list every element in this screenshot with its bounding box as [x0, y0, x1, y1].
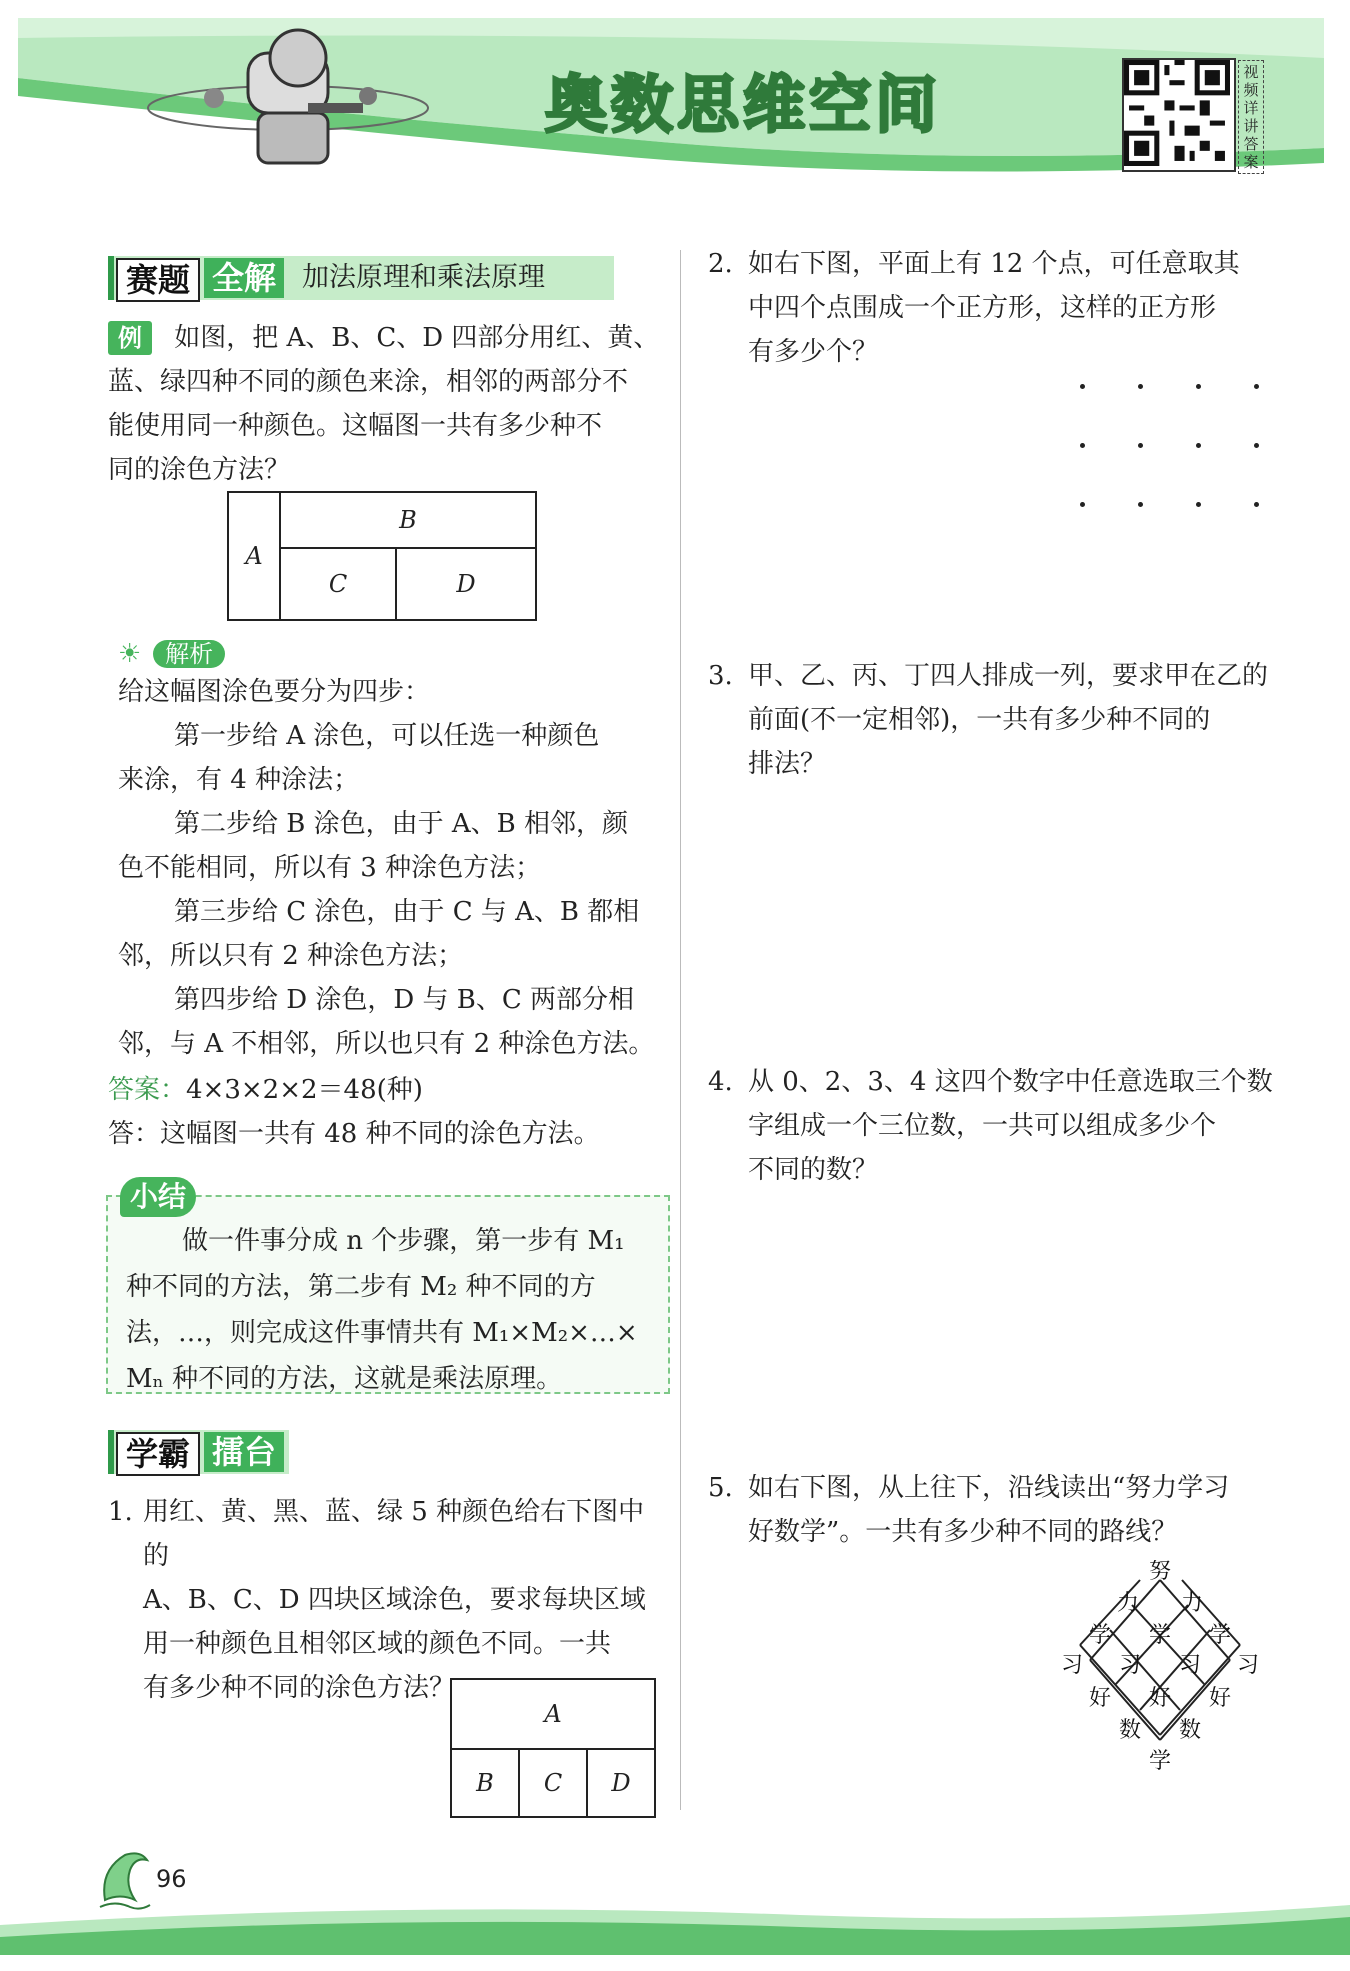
lattice-char: 数: [1178, 1718, 1202, 1743]
section-header-dark: 赛题: [116, 258, 200, 302]
analysis-line: 第三步给 C 涂色，由于 C 与 A、B 都相: [174, 897, 640, 927]
analysis-line: 邻，所以只有 2 种涂色方法；: [118, 941, 464, 971]
question-number: 1.: [108, 1497, 133, 1527]
analysis-line: 来涂，有 4 种涂法；: [118, 765, 360, 795]
grid-dot: [1138, 502, 1143, 507]
section-header-light: 擂台: [204, 1432, 284, 1472]
example-line: 蓝、绿四种不同的颜色来涂，相邻的两部分不: [108, 367, 629, 397]
question-1: [143, 1490, 668, 1710]
summary-text: [126, 1218, 656, 1402]
question-line: 如右下图，从上往下，沿线读出“努力学习: [748, 1473, 1230, 1503]
region-b: B: [450, 1748, 520, 1818]
lattice-char: 力: [1180, 1591, 1204, 1616]
grid-dot: [1138, 443, 1143, 448]
question-line: 从 0、2、3、4 这四个数字中任意选取三个数: [748, 1067, 1273, 1097]
question-line: 中四个点围成一个正方形，这样的正方形: [748, 293, 1217, 323]
analysis-block: [118, 670, 668, 1066]
summary-line: 种不同的方法，第二步有 M₂ 种不同的方: [126, 1272, 596, 1302]
question-line: A、B、C、D 四块区域涂色，要求每块区域: [143, 1585, 646, 1615]
question-number: 2.: [708, 249, 733, 279]
dolphin-icon: [95, 1845, 155, 1915]
grid-dot: [1138, 384, 1143, 389]
analysis-line: 邻，与 A 不相邻，所以也只有 2 种涂色方法。: [118, 1029, 655, 1059]
section-subtitle: 加法原理和乘法原理: [302, 262, 545, 293]
analysis-line: 第一步给 A 涂色，可以任选一种颜色: [174, 721, 600, 751]
analysis-line: 第四步给 D 涂色，D 与 B、C 两部分相: [174, 985, 635, 1015]
question-number: 4.: [708, 1067, 733, 1097]
analysis-line: 色不能相同，所以有 3 种涂色方法；: [118, 853, 542, 883]
grid-dot: [1196, 384, 1201, 389]
region-c: C: [518, 1748, 588, 1818]
grid-dot: [1080, 443, 1085, 448]
lattice-char: 好: [1088, 1686, 1112, 1711]
analysis-header: [118, 637, 225, 671]
summary-tag: 小结: [120, 1177, 196, 1217]
question-line: 好数学”。一共有多少种不同的路线？: [748, 1517, 1178, 1547]
lattice-char: 数: [1118, 1718, 1142, 1743]
example-block: [108, 316, 668, 492]
answer-block: [108, 1068, 668, 1156]
answer-expression: 4×3×2×2＝48(种): [186, 1075, 423, 1105]
question-1-figure: [450, 1678, 656, 1818]
grid-dot: [1254, 384, 1259, 389]
lightbulb-icon: ☀: [118, 639, 142, 669]
region-b: B: [279, 491, 537, 549]
page-title: 奥数思维空间: [545, 68, 942, 141]
question-line: 字组成一个三位数，一共可以组成多少个: [748, 1111, 1217, 1141]
example-line: 如图，把 A、B、C、D 四部分用红、黄、: [174, 323, 660, 353]
qr-label: 视频详讲答案: [1238, 60, 1264, 174]
analysis-line: 给这幅图涂色要分为四步：: [118, 677, 431, 707]
question-line: 用红、黄、黑、蓝、绿 5 种颜色给右下图中的: [143, 1497, 645, 1571]
lattice-char: 学: [1148, 1623, 1172, 1648]
region-c: C: [279, 547, 397, 621]
analysis-line: 第二步给 B 涂色，由于 A、B 相邻，颜: [174, 809, 629, 839]
summary-line: 法，…，则完成这件事情共有 M₁×M₂×…×: [126, 1318, 638, 1348]
question-line: 不同的数？: [748, 1155, 879, 1185]
section-header-contest: [108, 256, 614, 300]
qr-code-icon[interactable]: [1122, 58, 1236, 172]
example-line: 同的涂色方法？: [108, 455, 291, 485]
region-a: A: [450, 1678, 656, 1750]
lattice-char: 习: [1060, 1653, 1084, 1678]
question-line: 如右下图，平面上有 12 个点，可任意取其: [748, 249, 1240, 279]
lattice-char: 学: [1088, 1623, 1112, 1648]
lattice-char: 好: [1148, 1686, 1172, 1711]
question-line: 有多少个？: [748, 337, 879, 367]
grid-dot: [1196, 502, 1201, 507]
question-line: 用一种颜色且相邻区域的颜色不同。一共: [143, 1629, 612, 1659]
dot-grid: [1080, 384, 1270, 514]
example-line: 能使用同一种颜色。这幅图一共有多少种不: [108, 411, 603, 441]
question-line: 有多少种不同的涂色方法？: [143, 1673, 456, 1703]
lattice-char: 好: [1208, 1686, 1232, 1711]
example-tag: 例: [108, 321, 152, 355]
section-header-dark: 学霸: [116, 1432, 200, 1476]
question-number: 5.: [708, 1473, 733, 1503]
word-lattice: [1050, 1560, 1270, 1790]
section-header-arena: [108, 1430, 289, 1474]
question-line: 甲、乙、丙、丁四人排成一列，要求甲在乙的: [748, 661, 1269, 691]
footer-band: [0, 1895, 1350, 1955]
lattice-char: 学: [1148, 1749, 1172, 1774]
question-2: [748, 242, 1278, 374]
section-header-light: 全解: [204, 258, 284, 298]
region-d: D: [395, 547, 537, 621]
grid-dot: [1254, 443, 1259, 448]
lattice-char: 学: [1208, 1623, 1232, 1648]
lattice-char: 力: [1116, 1591, 1140, 1616]
lattice-char: 习: [1118, 1653, 1142, 1678]
answer-label: 答案：: [108, 1075, 187, 1105]
question-4: [748, 1060, 1278, 1192]
summary-line: Mₙ 种不同的方法，这就是乘法原理。: [126, 1364, 563, 1394]
lattice-char: 努: [1148, 1560, 1172, 1584]
example-figure: [227, 491, 537, 621]
summary-line: 做一件事分成 n 个步骤，第一步有 M₁: [182, 1226, 625, 1256]
grid-dot: [1196, 443, 1201, 448]
grid-dot: [1080, 502, 1085, 507]
region-d: D: [586, 1748, 656, 1818]
question-number: 3.: [708, 661, 733, 691]
question-3: [748, 654, 1278, 786]
lattice-char: 习: [1236, 1653, 1260, 1678]
question-line: 前面(不一定相邻)，一共有多少种不同的: [748, 705, 1211, 735]
grid-dot: [1254, 502, 1259, 507]
question-line: 排法？: [748, 749, 827, 779]
page-number: 96: [156, 1865, 187, 1893]
lattice-char: 习: [1178, 1653, 1202, 1678]
region-a: A: [227, 491, 281, 621]
question-5: [748, 1466, 1278, 1554]
column-divider: [680, 250, 681, 1810]
grid-dot: [1080, 384, 1085, 389]
answer-text: 答：这幅图一共有 48 种不同的涂色方法。: [108, 1119, 600, 1149]
analysis-tag: 解析: [153, 640, 225, 668]
